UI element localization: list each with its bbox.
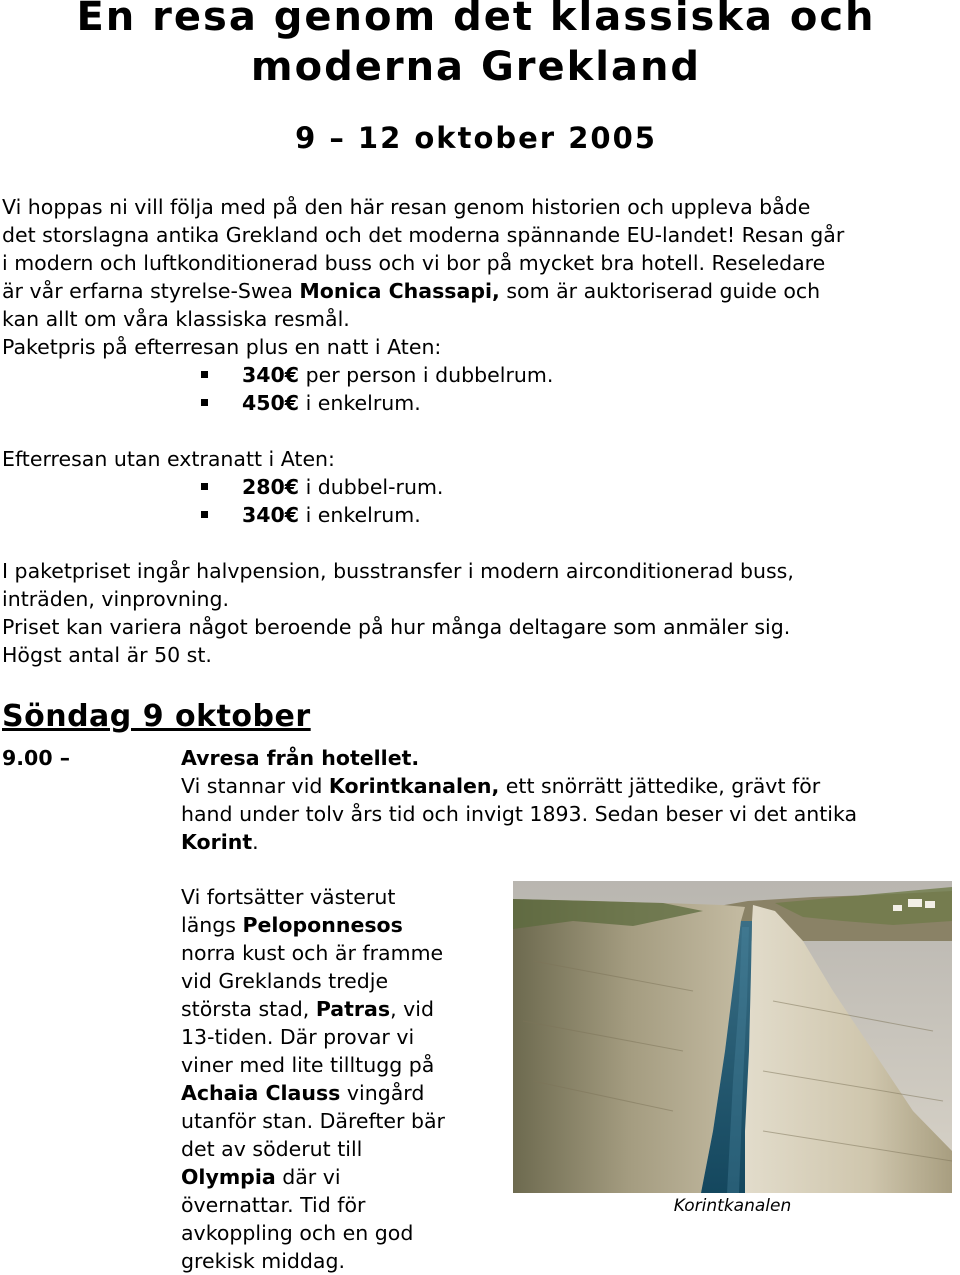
page-title: En resa genom det klassiska och moderna Grekland <box>76 0 876 90</box>
guide-name: Monica Chassapi, <box>299 279 500 303</box>
departure-time: 9.00 – <box>2 746 70 770</box>
price-amount: 340€ <box>242 503 300 527</box>
corinth-canal-illustration <box>513 881 952 1193</box>
itinerary-text: , vid <box>390 997 434 1021</box>
itinerary-text: övernattar. Tid för <box>181 1193 366 1217</box>
included-line-2: inträden, vinprovning. <box>2 587 230 611</box>
intro-text: som är auktoriserad guide och <box>499 279 821 303</box>
price-item <box>2 501 942 529</box>
itinerary-text: Vi fortsätter västerut <box>181 885 396 909</box>
bullet-square-icon <box>201 511 208 518</box>
bullet-square-icon <box>201 399 208 406</box>
price-description: i dubbel-rum. <box>299 475 444 499</box>
included-line-3: Priset kan variera något beroende på hur många deltagare som anmäler sig. <box>2 615 791 639</box>
itinerary-text: norra kust och är framme <box>181 941 444 965</box>
itinerary-text: avkoppling och en god <box>181 1221 414 1245</box>
intro-line-2: det storslagna antika Grekland och det moderna spännande EU-landet! Resan går <box>2 223 845 247</box>
intro-line-4 <box>2 277 942 305</box>
price-description: per person i dubbelrum. <box>299 363 554 387</box>
photo-caption: Korintkanalen <box>673 1196 792 1216</box>
itinerary-text: grekisk middag. <box>181 1249 346 1273</box>
included-line-4: Högst antal är 50 st. <box>2 643 212 667</box>
price-amount: 450€ <box>242 391 300 415</box>
itinerary-text: viner med lite tilltugg på <box>181 1053 435 1077</box>
trip-dates: 9 – 12 oktober 2005 <box>295 121 657 155</box>
itinerary-text: utanför stan. Därefter bär <box>181 1109 445 1133</box>
event-title: Avresa från hotellet. <box>181 746 420 770</box>
place-name: Achaia Clauss <box>181 1081 341 1105</box>
included-line-1: I paketpriset ingår halvpension, busstransfer i modern airconditionerad buss, <box>2 559 794 583</box>
place-name: Korint <box>181 830 253 854</box>
price-description: i enkelrum. <box>299 391 421 415</box>
place-name: Peloponnesos <box>242 913 403 937</box>
itinerary-text: hand under tolv års tid och invigt 1893. Sedan beser vi det antika <box>181 802 858 826</box>
itinerary-text: största stad, <box>181 997 316 1021</box>
itinerary-text: där vi <box>275 1165 341 1189</box>
bullet-square-icon <box>201 483 208 490</box>
bullet-square-icon <box>201 371 208 378</box>
itinerary-item-patras-olympia <box>181 883 501 1275</box>
no-extra-heading: Efterresan utan extranatt i Aten: <box>2 447 335 471</box>
price-description: i enkelrum. <box>299 503 421 527</box>
itinerary-text: vid Greklands tredje <box>181 969 389 993</box>
no-extra-night-section <box>2 445 942 529</box>
no-extra-price-list <box>2 473 942 529</box>
itinerary-text: ett snörrätt jättedike, grävt för <box>499 774 821 798</box>
package-price-list <box>2 361 942 417</box>
itinerary-text: det av söderut till <box>181 1137 363 1161</box>
place-name: Korintkanalen, <box>328 774 500 798</box>
intro-text: är vår erfarna styrelse-Swea <box>2 279 300 303</box>
place-name: Patras <box>315 997 391 1021</box>
day-heading: Söndag 9 oktober <box>2 699 311 734</box>
package-heading: Paketpris på efterresan plus en natt i Aten: <box>2 335 442 359</box>
price-item <box>2 473 942 501</box>
corinth-canal-photo <box>513 881 952 1193</box>
itinerary-text: Vi stannar vid <box>181 774 329 798</box>
intro-line-5: kan allt om våra klassiska resmål. <box>2 307 350 331</box>
place-name: Olympia <box>181 1165 276 1189</box>
price-item <box>2 389 942 417</box>
itinerary-text: vingård <box>340 1081 425 1105</box>
price-amount: 280€ <box>242 475 300 499</box>
intro-line-3: i modern och luftkonditionerad buss och vi bor på mycket bra hotell. Reseledare <box>2 251 826 275</box>
price-item <box>2 361 942 389</box>
itinerary-text: längs <box>181 913 243 937</box>
itinerary-item-corinth <box>181 744 951 856</box>
included-section <box>2 557 942 669</box>
intro-line-1: Vi hoppas ni vill följa med på den här resan genom historien och uppleva både <box>2 195 811 219</box>
intro-paragraph <box>2 193 942 417</box>
price-amount: 340€ <box>242 363 300 387</box>
itinerary-text: 13-tiden. Där provar vi <box>181 1025 415 1049</box>
itinerary-text: . <box>252 830 259 854</box>
